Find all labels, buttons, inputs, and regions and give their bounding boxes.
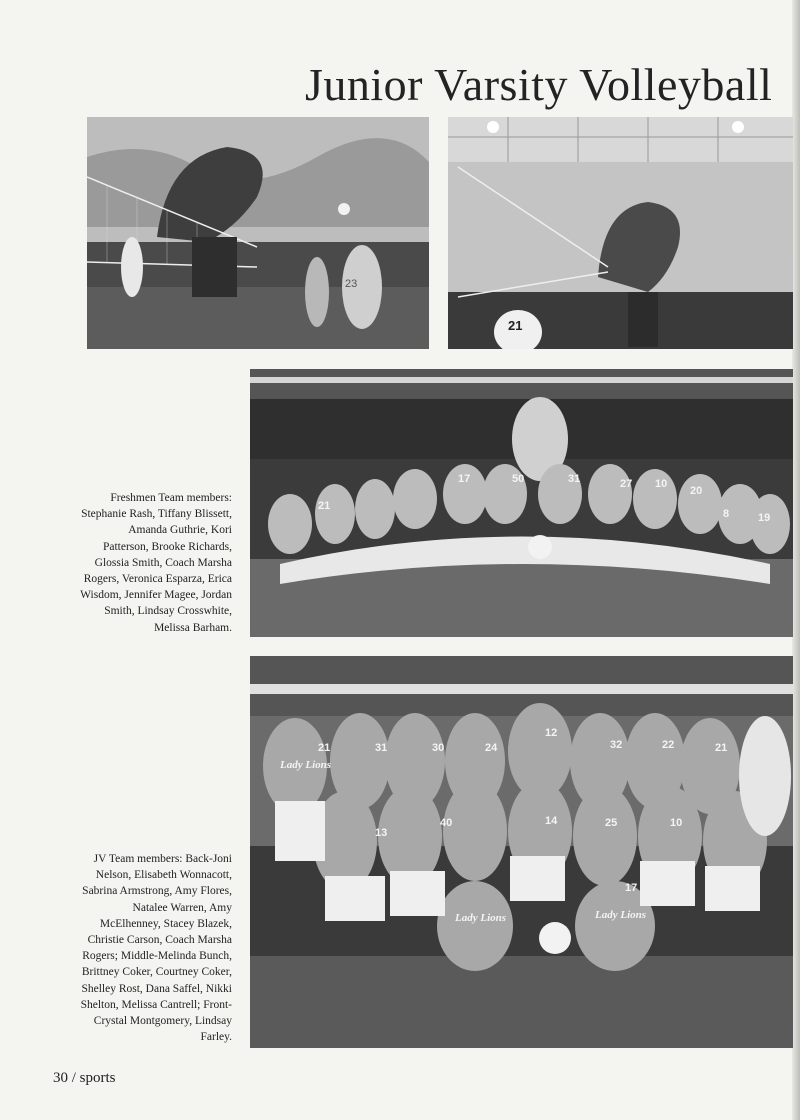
jersey-number: 22 <box>662 739 675 751</box>
jersey-number: 32 <box>610 739 623 751</box>
jersey-number: 14 <box>545 815 558 827</box>
jersey-number: 31 <box>375 742 388 754</box>
jv-team-photo <box>250 656 793 1048</box>
action-photo-left <box>87 117 429 349</box>
jersey-number: 30 <box>432 742 445 754</box>
jersey-number: 17 <box>458 473 471 485</box>
jersey-number: 24 <box>485 742 498 754</box>
jersey-number: 21 <box>318 742 331 754</box>
jersey-number: 25 <box>605 817 618 829</box>
page-folio: 30 / sports <box>53 1070 116 1086</box>
jersey-number: 13 <box>375 827 388 839</box>
jersey-number: 31 <box>568 473 581 485</box>
jv-caption: JV Team members: Back-Joni Nelson, Elisabeth Wonnacott, Sabrina Armstrong, Amy Flores, Natalee Warren, Amy McElhenney, Stacey Blazek, Christie Carson, Coach Marsha Rogers; Middle-Melinda Bunch, Brittney Coker, Courtney Coker, Shelley Rost, Dana Saffel, Nikki Shelton, Melissa Cantrell; Front-Crystal Montgomery, Lindsay Farley. <box>80 853 232 1044</box>
jersey-number: 23 <box>345 278 358 290</box>
shirt-text: Lady Lions <box>280 759 332 771</box>
jersey-number: 50 <box>512 473 525 485</box>
jersey-number: 8 <box>723 508 730 520</box>
jersey-number: 12 <box>545 727 558 739</box>
jersey-number: 21 <box>508 318 523 333</box>
action-photo-right <box>448 117 793 349</box>
jersey-number: 10 <box>655 478 668 490</box>
page-title: Junior Varsity Volleyball <box>305 59 773 110</box>
jersey-number: 17 <box>625 882 638 894</box>
jersey-number: 19 <box>758 512 771 524</box>
shirt-text: Lady Lions <box>455 912 507 924</box>
jersey-number: 20 <box>690 485 703 497</box>
jersey-number: 40 <box>440 817 453 829</box>
page-edge-shadow <box>792 0 800 1120</box>
jersey-number: 21 <box>715 742 728 754</box>
jersey-number: 27 <box>620 478 633 490</box>
jersey-number: 10 <box>670 817 683 829</box>
freshmen-team-photo <box>250 369 793 637</box>
shirt-text: Lady Lions <box>595 909 647 921</box>
freshmen-caption: Freshmen Team members: Stephanie Rash, Tiffany Blissett, Amanda Guthrie, Kori Patterson, Brooke Richards, Glossia Smith, Coach Marsha Rogers, Veronica Esparza, Erica Wisdom, Jennifer Magee, Jordan Smith, Lindsay Crosswhite, Melissa Barham. <box>80 492 232 634</box>
jersey-number: 21 <box>318 500 331 512</box>
